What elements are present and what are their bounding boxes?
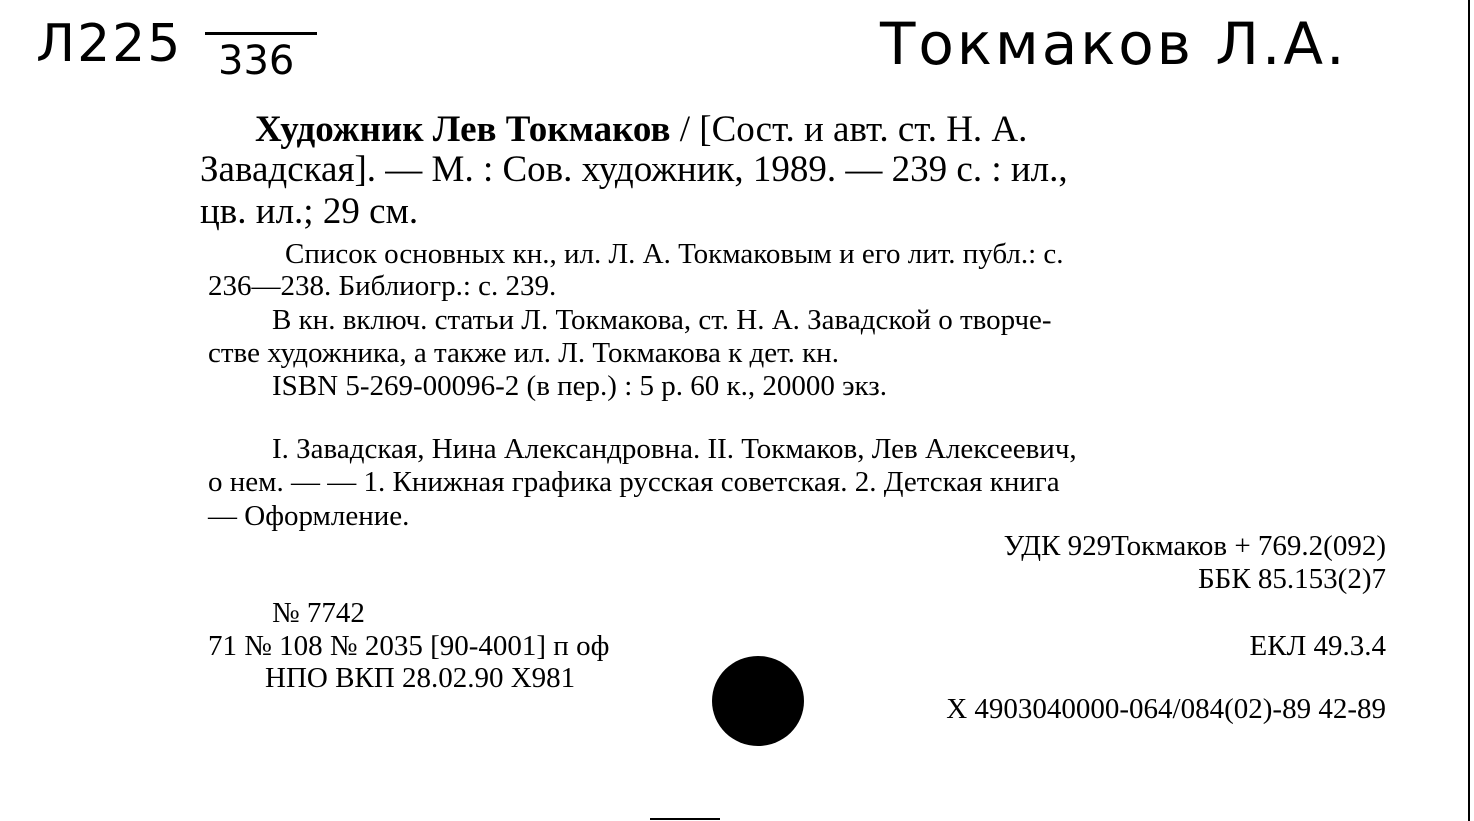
tracings-line1: I. Завадская, Нина Александровна. II. Токмаков, Лев Алексеевич,: [272, 433, 1077, 465]
note2-line2: стве художника, а также ил. Л. Токмакова к дет. кн.: [208, 337, 839, 369]
entry-line-2: Завадская]. — М. : Сов. художник, 1989. — 239 с. : ил.,: [200, 149, 1068, 190]
entry-title: Художник Лев Токмаков: [255, 109, 671, 150]
udk-code: УДК 929Токмаков + 769.2(092): [1003, 530, 1386, 562]
isbn-line: ISBN 5-269-00096-2 (в пер.) : 5 р. 60 к., 20000 экз.: [272, 370, 887, 402]
handwritten-author-note: Токмаков Л.А.: [880, 10, 1348, 78]
entry-line-1: [255, 108, 1027, 151]
bbk-code: ББК 85.153(2)7: [1198, 563, 1386, 595]
call-fraction-bar: [205, 32, 317, 35]
entry-line-3: цв. ил.; 29 см.: [200, 191, 419, 232]
entry-title-rest: / [Сост. и авт. ст. Н. А.: [670, 109, 1028, 150]
tracings-line2: о нем. — — 1. Книжная графика русская советская. 2. Детская книга: [208, 466, 1060, 498]
handwritten-call-fraction: 336: [218, 38, 295, 84]
pricing-code: Х 4903040000-064/084(02)-89 42-89: [946, 693, 1386, 725]
note2-line1: В кн. включ. статьи Л. Токмакова, ст. Н. А. Завадской о творче-: [272, 304, 1052, 336]
bottom-edge-mark: [650, 818, 720, 820]
tracings-line3: — Оформление.: [208, 500, 410, 532]
note1-line2: 236—238. Библиогр.: с. 239.: [208, 270, 557, 302]
handwritten-call-number: Л225: [36, 14, 183, 74]
ekl-code: ЕКЛ 49.3.4: [1249, 630, 1386, 662]
card-number: № 7742: [272, 597, 365, 629]
note1-line1: Список основных кн., ил. Л. А. Токмаковым и его лит. публ.: с.: [285, 238, 1064, 270]
punch-hole: [712, 656, 804, 746]
right-edge-line: [1468, 0, 1470, 821]
print-line: 71 № 108 № 2035 [90-4001] п оф: [208, 630, 610, 662]
npo-line: НПО ВКП 28.02.90 Х981: [265, 662, 576, 694]
